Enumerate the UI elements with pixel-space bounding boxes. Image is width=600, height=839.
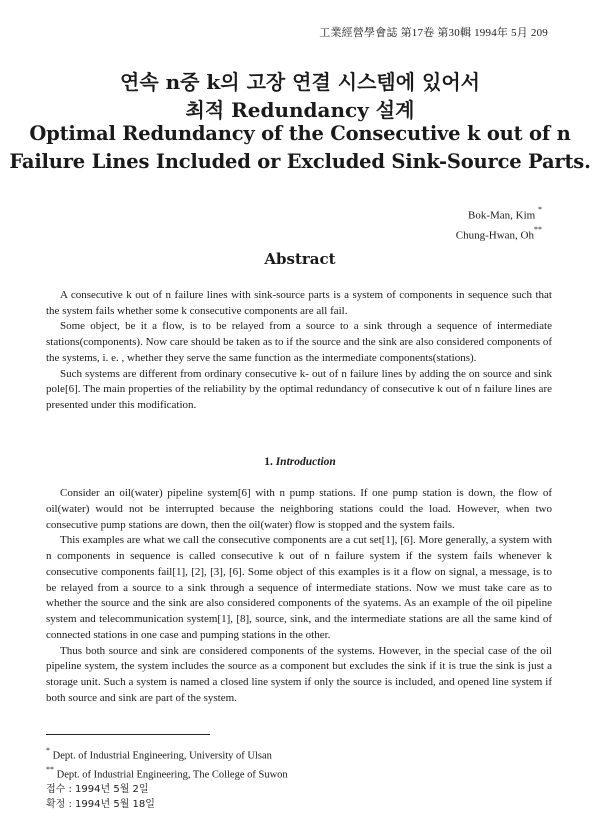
section-title: Introduction — [275, 456, 336, 468]
author-1: Bok-Man, Kim * — [468, 205, 542, 222]
body-paragraph: This examples are what we call the consecutive components are a cut set[1], [6]. More generally, a system with n components in sequence is called consecutive k out of n failure system if the system fails whenever k consecutive components fail[1], [2], [3], [6]. Some object of this examples is it a flow on signal, a message, is to be relayed from a source to a sink through a sequence of intermediate stations. Now we must take care as to whether the source and the sink are also considered components of the syatems. As an example of the oil pipeline system and telecommunication system[1], [8], source, sink, and the intermediate stations are all the same kind of connected stations in one case and pumping stations in the other. — [46, 534, 552, 641]
body-paragraph: Thus both source and sink are considered components of the systems. However, in the special case of the oil pipeline system, the system includes the source as a component but excludes the sink if it is true the sink is just a storage unit. Such a system is named a closed line system if only the source is included, and opened line system if both source and sink are part of the system. — [46, 644, 552, 704]
accepted-date: 확정 : 1994년 5월 18일 — [46, 798, 155, 810]
abstract-paragraph: Some object, be it a flow, is to be relayed from a source to a sink through a sequence of intermediate stations(components). Now care should be taken as to if the source and the sink are also considered components of the systems, i. e. , whether they serve the same function as the intermediate components(stations). — [46, 320, 552, 364]
received-date: 접수 : 1994년 5월 2일 — [46, 784, 149, 795]
introduction-body — [46, 486, 552, 707]
footnote-divider — [46, 734, 210, 735]
section-number: 1. — [264, 456, 273, 468]
footnotes — [46, 745, 288, 812]
english-title-line-2: Failure Lines Included or Excluded Sink-Source Parts. — [9, 150, 591, 173]
section-heading — [0, 456, 600, 468]
english-title-line-1: Optimal Redundancy of the Consecutive k out of n — [29, 122, 571, 145]
abstract-heading: Abstract — [264, 250, 336, 268]
footnote-1: * Dept. of Industrial Engineering, University of Ulsan — [46, 746, 272, 762]
author-1-mark: * — [538, 205, 542, 214]
korean-title-line-1: 연속 n중 k의 고장 연결 시스템에 있어서 — [120, 70, 480, 94]
abstract-paragraph: Such systems are different from ordinary consecutive k- out of n failure lines by adding the on source and sink pole[6]. The main properties of the reliability by the optimal redundancy of consecutive k out of n failure lines are presented under this modification. — [46, 367, 552, 411]
abstract-body — [46, 288, 552, 414]
footnote-2: ** Dept. of Industrial Engineering, The College of Suwon — [46, 765, 288, 781]
journal-header: 工業經營學會誌 第17卷 第30輯 1994年 5月 209 — [319, 27, 548, 39]
body-paragraph: Consider an oil(water) pipeline system[6] with n pump stations. If one pump station is down, the flow of oil(water) would not be interrupted because the neighboring stations could the load. However, when two consecutive pump stations are down, then the oil(water) flow is stopped and the system fails. — [46, 487, 552, 531]
korean-title-line-2: 최적 Redundancy 설계 — [185, 98, 415, 122]
author-2: Chung-Hwan, Oh** — [455, 224, 542, 242]
author-2-mark: ** — [534, 224, 542, 234]
abstract-paragraph: A consecutive k out of n failure lines with sink-source parts is a system of components in sequence such that the system fails whether some k consecutive components are all fail. — [46, 289, 552, 317]
author-list — [456, 204, 542, 243]
